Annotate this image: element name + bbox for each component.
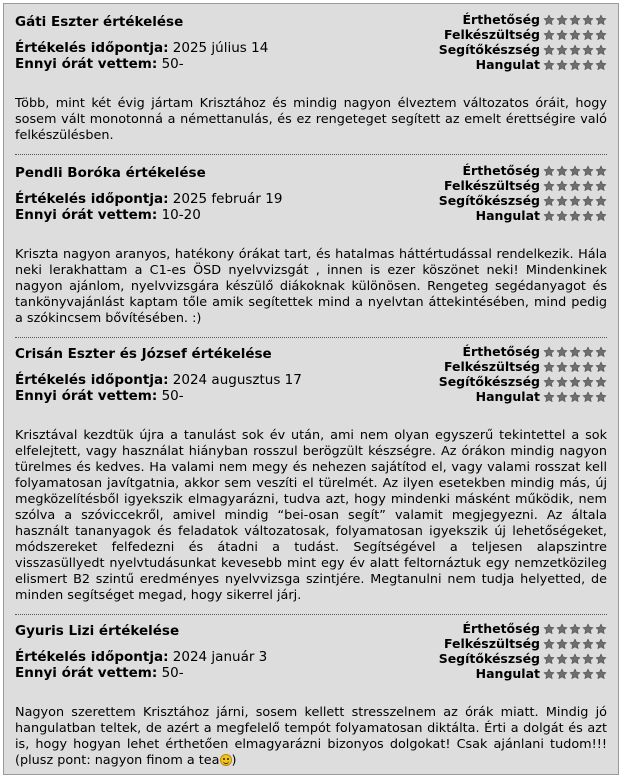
star-icon <box>595 668 607 680</box>
star-icon <box>569 361 581 373</box>
review-text: Kriszta nagyon aranyos, hatékony órákat tart, és hatalmas háttértudással rendelkezik. Hála neki lerakhattam a C1-es ÖSD nyelvvizsgát , innen is ezer köszönet neki! Mindenkinek nagyon ajánlom, nyelvvizsgára készülő diákoknak különösen. Rengeteg segédanyagot és tankönyvajánlást kaptam tőle amik segítettek mind a nyelvtan áttekintésében, mind pedig a szókincsem bővítésében. :) <box>15 247 607 326</box>
star-rating <box>542 346 607 358</box>
star-rating <box>542 29 607 41</box>
star-icon <box>543 14 555 26</box>
star-icon <box>543 653 555 665</box>
review-hours: 50- <box>161 665 184 681</box>
star-icon <box>569 623 581 635</box>
star-icon <box>595 195 607 207</box>
star-icon <box>556 668 568 680</box>
star-rating <box>542 44 607 56</box>
review-date: 2024 január 3 <box>172 649 268 665</box>
date-label: Értékelés időpontja: <box>15 372 169 388</box>
rating-row <box>439 193 607 208</box>
star-icon <box>582 195 594 207</box>
star-icon <box>569 59 581 71</box>
review-title: Pendli Boróka értékelése <box>15 165 206 181</box>
star-icon <box>582 210 594 222</box>
star-icon <box>595 180 607 192</box>
star-icon <box>556 180 568 192</box>
review-text <box>15 705 607 773</box>
hours-label: Ennyi órát vettem: <box>15 665 158 681</box>
star-icon <box>595 653 607 665</box>
rating-label: Felkészültség <box>444 178 540 193</box>
star-icon <box>556 59 568 71</box>
star-icon <box>569 29 581 41</box>
review-hours: 50- <box>161 56 184 72</box>
star-icon <box>595 29 607 41</box>
rating-label: Hangulat <box>475 389 540 404</box>
review-card <box>4 155 618 336</box>
star-rating <box>542 180 607 192</box>
star-icon <box>556 391 568 403</box>
rating-label: Segítőkészség <box>438 42 540 57</box>
star-icon <box>569 391 581 403</box>
star-rating <box>542 391 607 403</box>
rating-label: Hangulat <box>475 208 540 223</box>
review-title: Gáti Eszter értékelése <box>15 14 184 30</box>
star-rating <box>542 14 607 26</box>
star-icon <box>582 668 594 680</box>
hours-label: Ennyi órát vettem: <box>15 388 158 404</box>
star-icon <box>595 623 607 635</box>
rating-label: Érthetőség <box>462 12 540 27</box>
star-icon <box>595 14 607 26</box>
star-rating <box>542 638 607 650</box>
star-icon <box>556 165 568 177</box>
star-icon <box>569 668 581 680</box>
star-icon <box>582 653 594 665</box>
rating-label: Hangulat <box>475 57 540 72</box>
star-icon <box>569 195 581 207</box>
star-rating <box>542 195 607 207</box>
rating-row <box>439 178 607 193</box>
review-hours: 10-20 <box>161 207 201 223</box>
review-text-end: ) <box>231 753 237 768</box>
date-label: Értékelés időpontja: <box>15 191 169 207</box>
star-icon <box>582 59 594 71</box>
star-icon <box>569 44 581 56</box>
star-icon <box>556 623 568 635</box>
rating-row <box>439 57 607 72</box>
review-card <box>4 336 618 613</box>
star-icon <box>543 346 555 358</box>
star-icon <box>543 44 555 56</box>
star-icon <box>556 653 568 665</box>
review-text-body: Nagyon szerettem Krisztához járni, sosem kellett stresszelnem az órák miatt. Mindig jó hangulatban teltek, de azért a megfelelő tempót folyamatosan diktálta. Érti a dolgát és azt is, hogy hogyan lehet érthetően elmagyarázni bizonyos dolgokat! Csak ajánlani tudom!!! (plusz pont: nagyon finom a tea <box>15 705 607 768</box>
rating-row <box>439 666 607 681</box>
star-icon <box>582 623 594 635</box>
star-icon <box>556 14 568 26</box>
star-icon <box>543 638 555 650</box>
rating-row <box>439 163 607 178</box>
date-label: Értékelés időpontja: <box>15 40 169 56</box>
star-icon <box>582 29 594 41</box>
star-rating <box>542 210 607 222</box>
star-icon <box>595 59 607 71</box>
date-label: Értékelés időpontja: <box>15 649 169 665</box>
star-icon <box>582 180 594 192</box>
star-rating <box>542 361 607 373</box>
star-icon <box>556 195 568 207</box>
star-icon <box>543 165 555 177</box>
star-icon <box>569 180 581 192</box>
rating-label: Érthetőség <box>462 344 540 359</box>
star-icon <box>543 361 555 373</box>
rating-row <box>439 359 607 374</box>
rating-row <box>439 374 607 389</box>
star-icon <box>556 638 568 650</box>
rating-block <box>439 621 607 681</box>
star-icon <box>569 638 581 650</box>
star-icon <box>556 346 568 358</box>
star-icon <box>595 638 607 650</box>
rating-label: Érthetőség <box>462 621 540 636</box>
star-icon <box>543 29 555 41</box>
star-icon <box>595 361 607 373</box>
star-icon <box>543 59 555 71</box>
review-date: 2025 február 19 <box>172 191 283 207</box>
rating-label: Felkészültség <box>444 27 540 42</box>
rating-block <box>439 344 607 404</box>
rating-label: Érthetőség <box>462 163 540 178</box>
review-hours: 50- <box>161 388 184 404</box>
reviews-panel <box>3 3 619 775</box>
rating-block <box>439 12 607 72</box>
star-icon <box>569 165 581 177</box>
star-icon <box>569 14 581 26</box>
smiley-icon <box>220 754 232 766</box>
star-rating <box>542 668 607 680</box>
review-meta <box>15 191 282 223</box>
star-icon <box>543 195 555 207</box>
rating-row <box>439 389 607 404</box>
rating-label: Felkészültség <box>444 359 540 374</box>
star-icon <box>543 210 555 222</box>
star-icon <box>543 623 555 635</box>
review-text: Több, mint két évig jártam Krisztához és mindig nagyon élveztem változatos óráit, hogy sosem vált monotonná a némettanulás, és ez rengeteget segített az emelt érettségire való felkészülésben. <box>15 96 607 143</box>
star-icon <box>543 391 555 403</box>
review-meta <box>15 40 268 72</box>
hours-label: Ennyi órát vettem: <box>15 207 158 223</box>
review-date: 2024 augusztus 17 <box>172 372 302 388</box>
rating-row <box>439 12 607 27</box>
star-icon <box>582 346 594 358</box>
review-meta <box>15 649 267 681</box>
rating-row <box>439 27 607 42</box>
rating-label: Felkészültség <box>444 636 540 651</box>
star-rating <box>542 59 607 71</box>
star-icon <box>556 361 568 373</box>
star-icon <box>543 180 555 192</box>
rating-label: Segítőkészség <box>438 193 540 208</box>
star-icon <box>569 376 581 388</box>
review-title: Crisán Eszter és József értékelése <box>15 346 272 362</box>
star-icon <box>595 210 607 222</box>
rating-label: Hangulat <box>475 666 540 681</box>
rating-row <box>439 636 607 651</box>
star-icon <box>595 165 607 177</box>
star-icon <box>569 653 581 665</box>
rating-row <box>439 344 607 359</box>
rating-row <box>439 621 607 636</box>
rating-row <box>439 42 607 57</box>
star-icon <box>569 346 581 358</box>
review-card <box>4 613 618 773</box>
star-icon <box>582 638 594 650</box>
rating-row <box>439 208 607 223</box>
rating-label: Segítőkészség <box>438 374 540 389</box>
rating-block <box>439 163 607 223</box>
review-title: Gyuris Lizi értékelése <box>15 623 180 639</box>
hours-label: Ennyi órát vettem: <box>15 56 158 72</box>
rating-row <box>439 651 607 666</box>
star-icon <box>582 361 594 373</box>
star-icon <box>569 210 581 222</box>
star-icon <box>595 376 607 388</box>
star-rating <box>542 653 607 665</box>
star-rating <box>542 376 607 388</box>
star-icon <box>556 210 568 222</box>
star-icon <box>556 44 568 56</box>
star-icon <box>582 391 594 403</box>
review-meta <box>15 372 302 404</box>
review-card <box>4 4 618 155</box>
star-icon <box>582 14 594 26</box>
star-icon <box>582 44 594 56</box>
review-date: 2025 július 14 <box>172 40 269 56</box>
star-icon <box>595 44 607 56</box>
star-icon <box>595 391 607 403</box>
star-icon <box>582 165 594 177</box>
star-icon <box>595 346 607 358</box>
rating-label: Segítőkészség <box>438 651 540 666</box>
star-icon <box>556 29 568 41</box>
star-rating <box>542 165 607 177</box>
star-icon <box>543 376 555 388</box>
star-icon <box>556 376 568 388</box>
star-rating <box>542 623 607 635</box>
review-text: Krisztával kezdtük újra a tanulást sok év után, ami nem olyan egyszerű tekintettel a sok elfelejtett, vagy használat hiányban rosszul berögzült készségre. Az órákon mindig nagyon türelmes és kedves. Ha valami nem megy és nehezen sajátítod el, vagy valami rosszat kell folyamatosan javítgatnia, akkor sem veszíti el türelmét. Az ilyen esetekben mindig más, új megközelítésből igyekszik elmagyarázni, tudva azt, hogy mindenki másként működik, nem szólva a szóviccekről, amivel mindig “bei-osan segít” valamit megjegyezni. Az általa használt tananyagok és feladatok változatosak, folyamatosan igyekszik új lehetőségeket, módszereket felfedezni és átadni a tudást. Segítségével a teljesen alapszintre visszasüllyedt nyelvtudásunkat kevesebb mint egy év alatt feltornáztuk egy nemzetközileg elismert B2 szintű eredményes nyelvvizsga szintjére. Megtanulni nem tudja helyetted, de minden segítséget megad, hogy sikerrel járj. <box>15 428 607 603</box>
star-icon <box>543 668 555 680</box>
star-icon <box>582 376 594 388</box>
